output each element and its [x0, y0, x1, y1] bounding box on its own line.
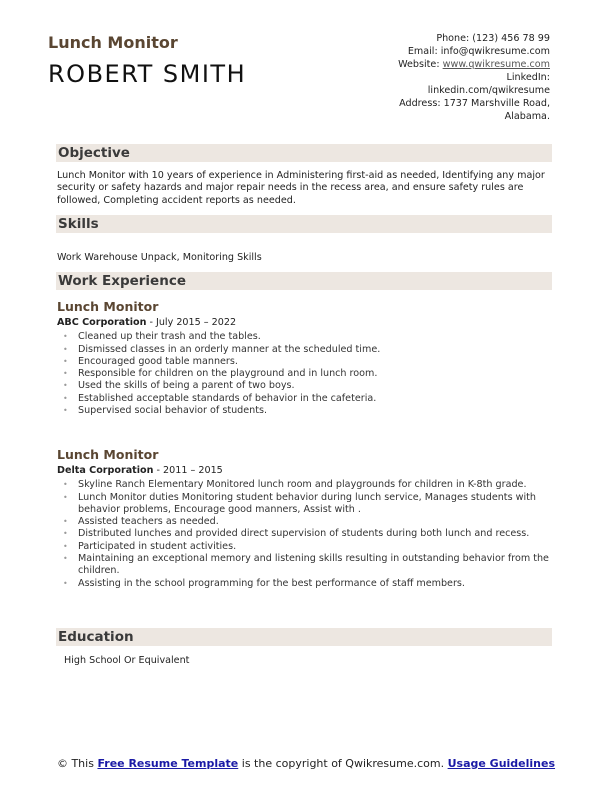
linkedin-label: LinkedIn: [506, 72, 550, 83]
contact-block [350, 32, 550, 123]
phone: Phone: (123) 456 78 99 [436, 33, 550, 44]
education-heading-bar [56, 628, 552, 646]
header-job-title: Lunch Monitor [48, 33, 178, 52]
objective-text: Lunch Monitor with 10 years of experience in Administering first-aid as needed, Identifying any major security or safety hazards and major repair needs in the recess area, and ensure safety rules are followed, Completing accident reports as needed. [57, 170, 545, 206]
job-dates: - July 2015 – 2022 [146, 317, 237, 328]
job-bullets [57, 479, 553, 590]
bullet: • Assisted teachers as needed. [57, 516, 553, 528]
skills-heading-bar [56, 215, 552, 233]
footer [0, 757, 612, 770]
website-label: Website: [398, 59, 443, 70]
email: Email: info@qwikresume.com [407, 46, 550, 57]
website-link[interactable]: www.qwikresume.com [442, 59, 550, 70]
footer-prefix: © This [56, 757, 98, 770]
job-dates: - 2011 – 2015 [153, 465, 223, 476]
bullet: • Assisting in the school programming for the best performance of staff members. [57, 578, 553, 590]
footer-middle: is the copyright of Qwikresume.com. [238, 757, 448, 770]
company-name: Delta Corporation [57, 465, 154, 476]
bullet: • Dismissed classes in an orderly manner at the scheduled time. [57, 344, 553, 356]
bullet: • Encouraged good table manners. [57, 356, 553, 368]
skills-heading: Skills [58, 216, 99, 232]
address-line1: Address: 1737 Marshville Road, [399, 98, 550, 109]
bullet: • Skyline Ranch Elementary Monitored lunch room and playgrounds for children in K-8th grade. [57, 479, 553, 491]
free-resume-template-link[interactable]: Free Resume Template [97, 757, 239, 770]
company-name: ABC Corporation [57, 317, 147, 328]
bullet: • Participated in student activities. [57, 541, 553, 553]
work-heading: Work Experience [58, 273, 186, 289]
work-heading-bar [56, 272, 552, 290]
job-title: Lunch Monitor [57, 299, 159, 314]
linkedin: linkedin.com/qwikresume [427, 85, 550, 96]
objective-heading-bar [56, 144, 552, 162]
bullet: • Cleaned up their trash and the tables. [57, 331, 553, 343]
objective-heading: Objective [58, 145, 130, 161]
bullet: • Supervised social behavior of students. [57, 405, 553, 417]
address-line2: Alabama. [504, 111, 550, 122]
education-heading: Education [58, 629, 134, 645]
job-bullets [57, 331, 553, 417]
job-title: Lunch Monitor [57, 447, 159, 462]
education-text: High School Or Equivalent [64, 655, 190, 666]
bullet: • Used the skills of being a parent of two boys. [57, 380, 553, 392]
bullet: • Lunch Monitor duties Monitoring student behavior during lunch service, Manages students with behavior problems, Encourage good manners, Assist with . [57, 492, 553, 517]
bullet: • Distributed lunches and provided direct supervision of students during both lunch and recess. [57, 528, 553, 540]
job-entry [57, 299, 553, 417]
job-entry [57, 447, 553, 590]
skills-text: Work Warehouse Unpack, Monitoring Skills [57, 252, 262, 263]
bullet: • Maintaining an exceptional memory and listening skills resulting in outstanding behavior from the children. [57, 553, 553, 578]
candidate-name: ROBERT SMITH [48, 60, 247, 88]
bullet: • Established acceptable standards of behavior in the cafeteria. [57, 393, 553, 405]
usage-guidelines-link[interactable]: Usage Guidelines [447, 757, 556, 770]
bullet: • Responsible for children on the playground and in lunch room. [57, 368, 553, 380]
